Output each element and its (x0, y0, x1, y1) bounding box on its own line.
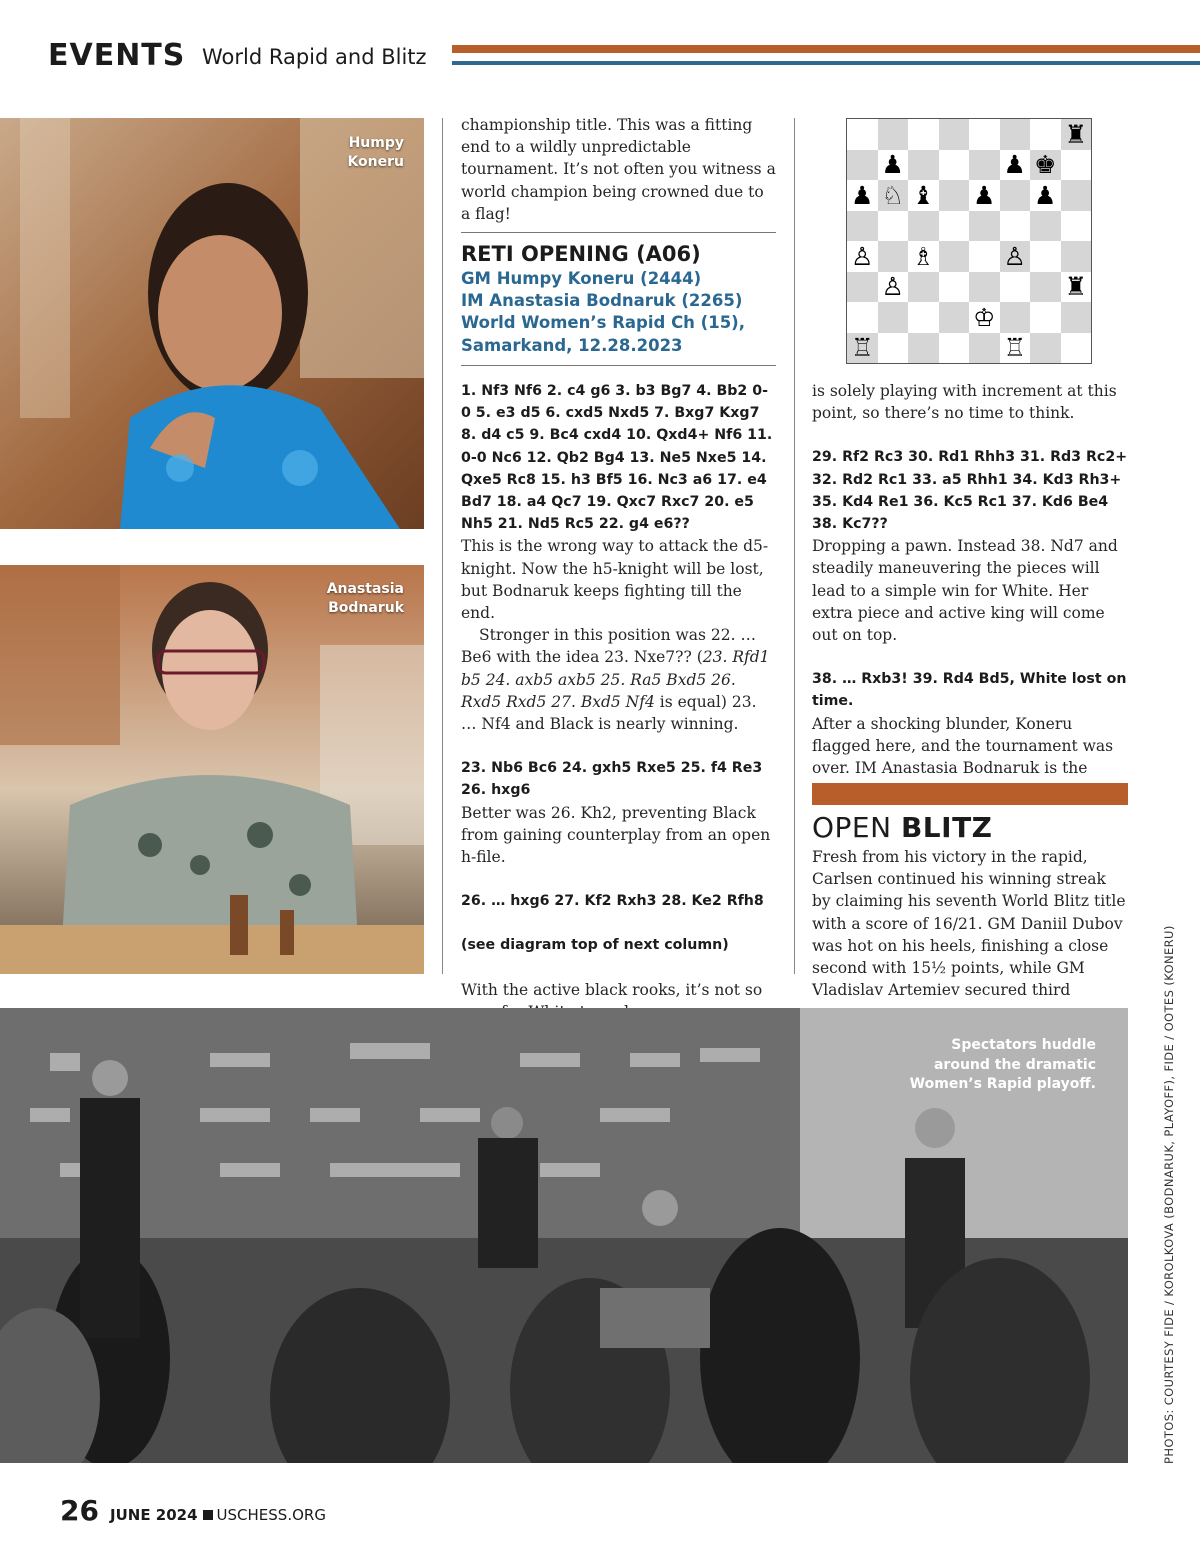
square-b7: ♟ (878, 150, 909, 181)
square-g8 (1030, 119, 1061, 150)
square-h3: ♜ (1061, 272, 1092, 303)
square-a5 (847, 211, 878, 242)
square-g7: ♚ (1030, 150, 1061, 181)
square-b8 (878, 119, 909, 150)
square-e6: ♟ (969, 180, 1000, 211)
square-g4 (1030, 241, 1061, 272)
square-h4 (1061, 241, 1092, 272)
square-c5 (908, 211, 939, 242)
square-c7 (908, 150, 939, 181)
white-player: GM Humpy Koneru (2444) (461, 269, 702, 288)
square-d3 (939, 272, 970, 303)
square-d2 (939, 302, 970, 333)
blitz-paragraph: Fresh from his victory in the rapid, Carlsen continued his winning streak by claiming his seventh World Blitz title with a score of 16/21. GM Daniil Dubov was hot on his heels, finishing a close second with 15½ points, while GM Vladislav Artemiev secured third (812, 848, 1126, 1000)
square-d1 (939, 333, 970, 364)
moves-block-2: 23. Nb6 Bc6 24. gxh5 Rxe5 25. f4 Re3 26. hxg6 (461, 760, 763, 799)
square-f3 (1000, 272, 1031, 303)
event-line-1: World Women’s Rapid Ch (15), (461, 313, 745, 333)
square-b4 (878, 241, 909, 272)
annotation-1: This is the wrong way to attack the d5-knight. Now the h5-knight will be lost, but Bodnaruk keeps fighting till the end. (461, 537, 769, 623)
photo-koneru (0, 118, 424, 529)
square-a6: ♟ (847, 180, 878, 211)
square-b6: ♘ (878, 180, 909, 211)
annotation-2: Stronger in this position was 22. … Be6 with the idea 23. Nxe7?? (23. Rfd1 b5 24. axb5 axb5 25. Ra5 Bxd5 26. Rxd5 Rxd5 27. Bxd5 Nf4 is equal) 23. … Nf4 and Black is nearly winning. (461, 626, 770, 734)
header-rule-blue (452, 61, 1200, 65)
chess-board-grid (847, 119, 1091, 363)
square-d6 (939, 180, 970, 211)
square-d8 (939, 119, 970, 150)
square-g2 (1030, 302, 1061, 333)
square-c3 (908, 272, 939, 303)
square-a7 (847, 150, 878, 181)
diagram-reference: (see diagram top of next column) (461, 937, 729, 954)
square-b1 (878, 333, 909, 364)
footer-info (110, 1506, 326, 1524)
square-c6: ♝ (908, 180, 939, 211)
square-d4 (939, 241, 970, 272)
square-d7 (939, 150, 970, 181)
square-f1: ♖ (1000, 333, 1031, 364)
square-b5 (878, 211, 909, 242)
annotation-3: Better was 26. Kh2, preventing Black from gaining counterplay from an open h-file. (461, 803, 771, 867)
column-rule-right (794, 118, 795, 974)
section-bar (812, 783, 1128, 805)
moves-block-3: 26. … hxg6 27. Kf2 Rxh3 28. Ke2 Rfh8 (461, 893, 764, 910)
header-rule-orange (452, 45, 1200, 53)
square-g5 (1030, 211, 1061, 242)
square-f6 (1000, 180, 1031, 211)
square-e1 (969, 333, 1000, 364)
black-player: IM Anastasia Bodnaruk (2265) (461, 291, 743, 311)
event-line-2: Samarkand, 12.28.2023 (461, 335, 683, 355)
article-column-2 (812, 380, 1128, 801)
square-h6 (1061, 180, 1092, 211)
moves-block-1: 1. Nf3 Nf6 2. c4 g6 3. b3 Bg7 4. Bb2 0-0 5. e3 d5 6. cxd5 Nxd5 7. Bxg7 Kxg7 8. d4 c5 9. Bc4 cxd4 10. Qxd4+ Nf6 11. 0-0 Nc6 12. Qb2 Bg4 13. Ne5 Nxe5 14. Qxe5 Rc8 15. h3 Bf5 16. Nc3 a6 17. e4 Bd7 18. a4 Qc7 19. Qxc7 Rxc7 20. e5 Nh5 21. Nd5 Rc5 22. g4 e6?? (461, 383, 773, 533)
square-b2 (878, 302, 909, 333)
square-e5 (969, 211, 1000, 242)
square-e3 (969, 272, 1000, 303)
square-f2 (1000, 302, 1031, 333)
caption-playoff: Spectators huddle around the dramatic Women’s Rapid playoff. (909, 1037, 1096, 1092)
square-e2: ♔ (969, 302, 1000, 333)
square-d5 (939, 211, 970, 242)
square-f4: ♙ (1000, 241, 1031, 272)
moves-block-5: 38. … Rxb3! 39. Rd4 Bd5, White lost on time. (812, 671, 1127, 710)
annotation-7: After a shocking blunder, Koneru flagged here, and the tournament was over. IM Anastasia Bodnaruk is the (812, 714, 1114, 778)
footer-square-icon (203, 1510, 213, 1520)
square-g6: ♟ (1030, 180, 1061, 211)
square-e7 (969, 150, 1000, 181)
square-h7 (1061, 150, 1092, 181)
annotation-5: is solely playing with increment at this point, so there’s no time to think. (812, 382, 1117, 423)
game-header-rule-bottom (461, 365, 776, 366)
square-b3: ♙ (878, 272, 909, 303)
square-h1 (1061, 333, 1092, 364)
photo-credit: PHOTOS: COURTESY FIDE / KOROLKOVA (BODNARUK, PLAYOFF), FIDE / OOTES (KONERU) (1162, 925, 1176, 1464)
footer-month: JUNE 2024 (110, 1506, 198, 1524)
opening-title: RETI OPENING (A06) (461, 242, 701, 266)
game-info (461, 268, 781, 357)
photo-bodnaruk (0, 565, 424, 974)
game-header-rule-top (461, 232, 776, 233)
annotation-6: Dropping a pawn. Instead 38. Nd7 and steadily maneuvering the pieces will lead to a simple win for White. Her extra piece and active king will come out on top. (812, 537, 1118, 645)
section-title: OPEN BLITZ (812, 811, 993, 844)
square-c4: ♗ (908, 241, 939, 272)
square-g1 (1030, 333, 1061, 364)
square-a3 (847, 272, 878, 303)
caption-bodnaruk: Anastasia Bodnaruk (326, 581, 404, 616)
caption-koneru: Humpy Koneru (347, 135, 404, 170)
square-e8 (969, 119, 1000, 150)
chess-diagram (846, 118, 1092, 364)
square-c1 (908, 333, 939, 364)
game-text (461, 380, 776, 1045)
square-f5 (1000, 211, 1031, 242)
article-column-1 (461, 114, 776, 225)
square-f8 (1000, 119, 1031, 150)
square-a2 (847, 302, 878, 333)
square-c2 (908, 302, 939, 333)
square-h5 (1061, 211, 1092, 242)
footer-site[interactable]: USCHESS.ORG (216, 1506, 326, 1524)
square-e4 (969, 241, 1000, 272)
column-rule-left (442, 118, 443, 974)
intro-paragraph: championship title. This was a fitting end to a wildly unpredictable tournament. It’s not often you witness a world champion being crowned due to a flag! (461, 116, 776, 223)
square-h8: ♜ (1061, 119, 1092, 150)
square-a1: ♖ (847, 333, 878, 364)
moves-block-4: 29. Rf2 Rc3 30. Rd1 Rhh3 31. Rd3 Rc2+ 32. Rd2 Rc1 33. a5 Rhh1 34. Kd3 Rh3+ 35. Kd4 Re1 36. Kc5 Rc1 37. Kd6 Be4 38. Kc7?? (812, 449, 1128, 533)
square-a8 (847, 119, 878, 150)
square-a4: ♙ (847, 241, 878, 272)
square-c8 (908, 119, 939, 150)
section-subtitle: World Rapid and Blitz (202, 45, 427, 69)
square-g3 (1030, 272, 1061, 303)
annotation-4: With the active black rooks, it’s not so (461, 980, 763, 999)
square-f7: ♟ (1000, 150, 1031, 181)
section-label: EVENTS (48, 38, 186, 73)
square-h2 (1061, 302, 1092, 333)
page-number: 26 (60, 1494, 99, 1527)
